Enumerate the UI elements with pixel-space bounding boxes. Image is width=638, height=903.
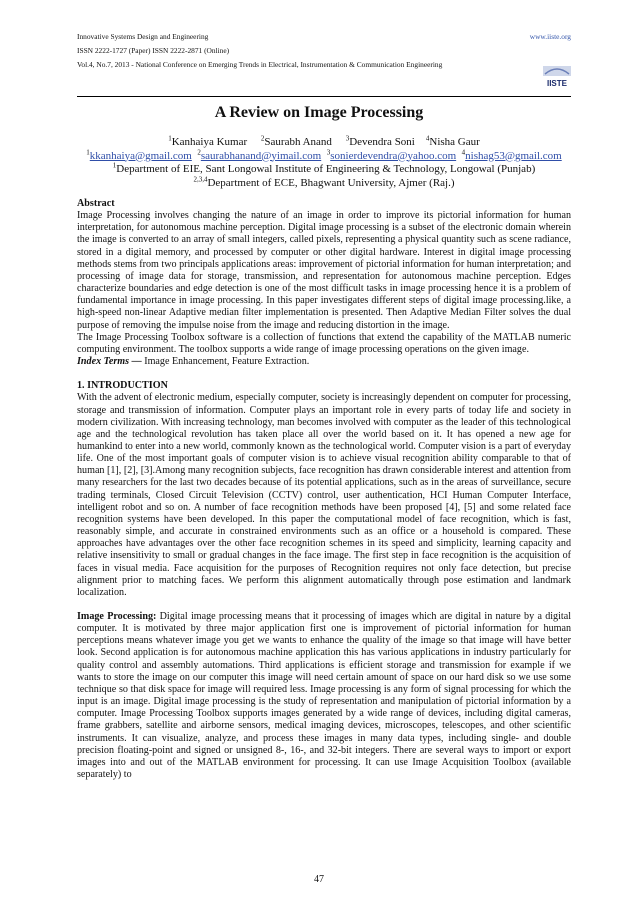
paper-title: A Review on Image Processing — [214, 104, 424, 121]
iiste-logo — [543, 66, 571, 88]
email-link[interactable]: saurabhanand@yimail.com — [200, 149, 322, 162]
author-name: Saurabh Anand — [264, 136, 332, 148]
page-number: 47 — [314, 874, 324, 885]
abstract-heading: Abstract — [77, 198, 115, 209]
abstract-paragraph: Image Processing involves changing the nature of an image in order to improve its pictorial information for human interpretation, for autonomous machine perception. Digital image processing is a subset of the electronic domain wherein the image is converted to an array of small integers, called pixels, representing a physical quantity such as scene radiance, stored in a digital memory, and processed by computer or other digital hardware. Interest in digital image processing methods stems from two principals applications areas: improvement of pictorial information for human interpretation; and processing of image data for storage, transmission, and representation for autonomous machine perception. Edges characterize boundaries and edge detection is one of the most difficult tasks in image processing hence it is a problem of fundamental importance in image processing. In this paper investigates different steps of digital image processing.like, a high-speed non-linear Adaptive median filter implementation is presented. Then Adaptive Median Filter solves the dual purpose of removing the impulse noise from the image and reducing distortion in the image. — [77, 210, 571, 331]
journal-name: Innovative Systems Design and Engineering — [77, 32, 209, 41]
journal-header — [77, 30, 571, 72]
author-name: Kanhaiya Kumar — [171, 136, 248, 148]
author-names: $^1$Kanhaiya Kumar $^2$Saurabh Anand $^3$Devendra Soni $^4$Nisha Gaur — [168, 134, 480, 148]
affiliation-2: $^{2,3,4}$Department of ECE, Bhagwant University, Ajmer (Raj.) — [193, 174, 455, 189]
email-link[interactable]: sonierdevendra@yahoo.com — [330, 149, 457, 162]
header-divider — [77, 96, 571, 97]
issn-line: ISSN 2222-1727 (Paper) ISSN 2222-2871 (Online) — [77, 46, 230, 55]
author-emails: $^1$kkanhaiya@gmail.com $^2$saurabhanand@yimail.com $^3$sonierdevendra@yahoo.com $^4$nishag53@gmail.com — [86, 147, 562, 162]
author-name: Nisha Gaur — [429, 136, 480, 148]
index-terms: Index Terms — Image Enhancement, Feature Extraction. — [77, 356, 310, 368]
image-processing-paragraph: Image Processing: Digital image processing means that it processing of images which are digital in nature by a digital computer. It is motivated by three major application first one is improvement of pictorial information for human perceptions means whatever image you get we wants to enhance the quality of the image so that image will have better look. Second application is for autonomous machine application this has various applications in industry particularly for quality control and assembly automations. Third applications is efficient storage and transmission for example if we wants to store the image on our computer this image will need certain amount of space on our hard disk so we use some technique so that disk space for image will required less. Image processing is any form of signal processing for which the input is an image. Digital image processing is the study of representation and manipulation of pictorial information by a computer. Image Processing Toolbox supports images generated by a wide range of devices, including digital cameras, frame grabbers, satellite and airborne sensors, medical imaging devices, microscopes, telescopes, and other scientific instruments. It can visualize, analyze, and process these images in many data types, including single- and double precision floating-point and signed or unsigned 8-, 16-, and 32-bit integers. There are several ways to import or export images into and out of the MATLAB environment for processing. It can use Image Acquisition Toolbox (available separately) to — [77, 611, 571, 781]
section-heading-introduction: 1. INTRODUCTION — [77, 380, 168, 392]
paper-body — [77, 198, 571, 781]
abstract-paragraph: The Image Processing Toolbox software is a collection of functions that extend the capability of the MATLAB numeric computing environment. The toolbox supports a wide range of image processing operations on the given image. — [77, 331, 571, 355]
journal-url-link[interactable]: www.iiste.org — [529, 32, 571, 41]
email-link[interactable]: nishag53@gmail.com — [465, 149, 562, 162]
intro-paragraph: With the advent of electronic medium, especially computer, society is increasingly dependent on computer for processing, storage and transmission of information. Computer plays an important role in every parts of today life and society in modern civilization. With increasing technology, man becomes involved with computer as the leader of this technological age and the technological revolution has taken place all over the world based on it. It has opened a new age for humankind to enter into a new world, commonly known as the technological world. Computer vision is a part of everyday life. One of the most important goals of computer vision is to achieve visual recognition ability comparable to that of human [1], [2], [3].Among many recognition subjects, face recognition has drawn considerable interest and attention from many researchers for the last two decades because of its potential applications, such as in the areas of surveillance, secure trading terminals, Closed Circuit Television (CCTV) control, user authentication, HCI Human Computer Interface, intelligent robot and so on. A number of face recognition methods have been proposed [4], [5] and some related face recognition systems have been developed. In this paper the computational model of face recognition, which is fast, reasonably simple, and accurate in constrained environments such as an office or a household is compared. These approaches have advantages over the other face recognition schemes in its speed and simplicity, learning capacity and relative insensitivity to small or gradual changes in the face image. The first step in face recognition is the acquisition of faces in visual media. Face acquisition for the purposes of Recognition requires not only face detection, but precise alignment prior to matching faces. We perform this alignment automatically through pose estimation and landmark localization. — [77, 392, 571, 598]
author-name: Devendra Soni — [349, 136, 415, 148]
affiliation-1: $^1$Department of EIE, Sant Longowal Institute of Engineering & Technology, Longowal (Punjab) — [112, 161, 536, 175]
logo-text: IISTE — [546, 79, 568, 88]
email-link[interactable]: kkanhaiya@gmail.com — [89, 149, 192, 162]
author-block — [60, 136, 588, 190]
volume-line: Vol.4, No.7, 2013 - National Conference on Emerging Trends in Electrical, Instrumentation & Communication Engineering — [77, 60, 443, 69]
